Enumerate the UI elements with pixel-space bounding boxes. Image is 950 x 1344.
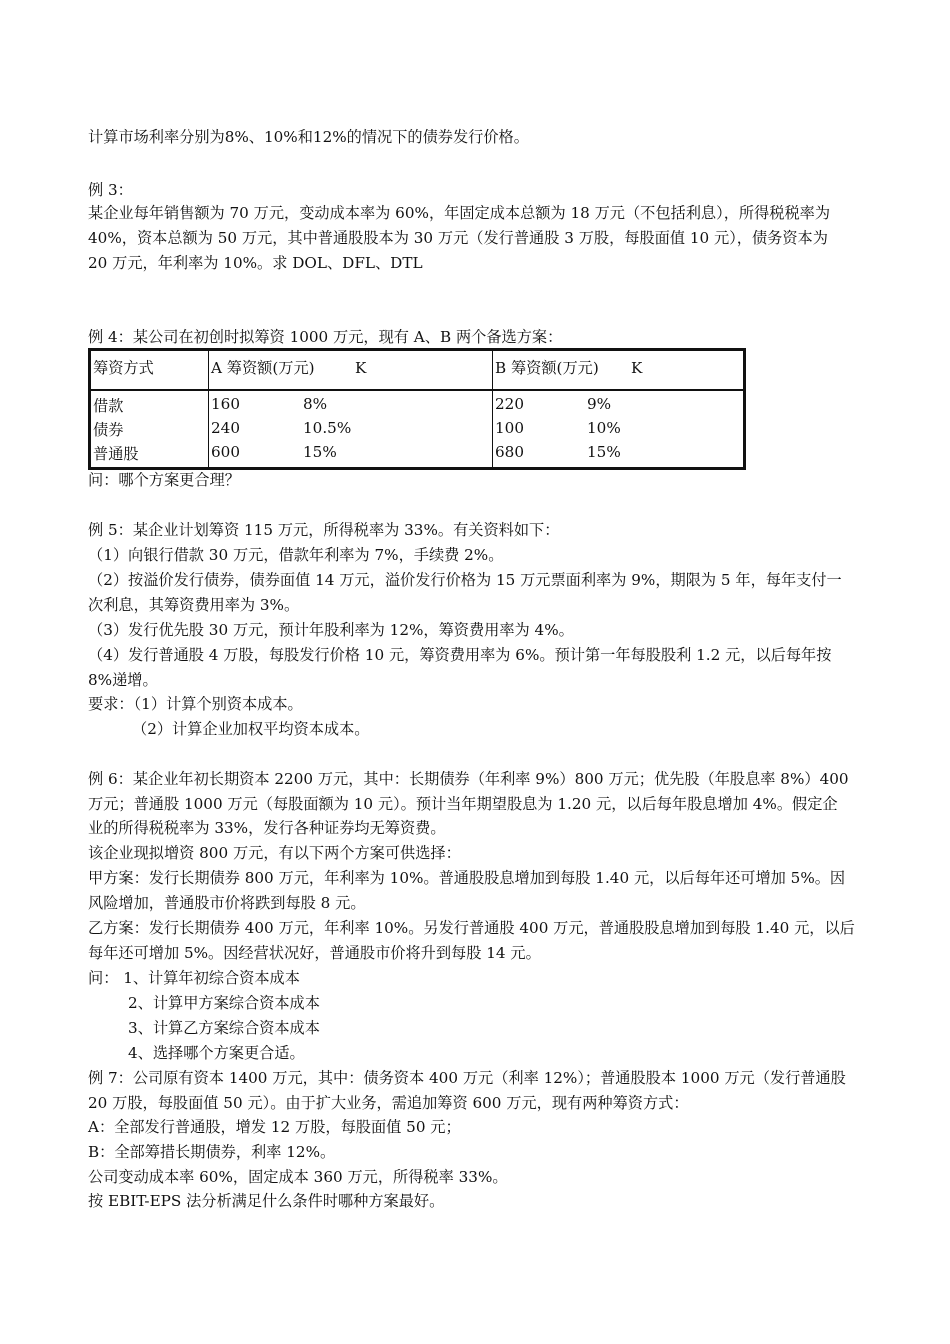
question-item: 2、计算甲方案综合资本成本 (128, 994, 320, 1012)
text-line: 计算市场利率分别为8%、10%和12%的情况下的债券发行价格。 (88, 128, 529, 146)
example-heading: 例 3： (88, 181, 133, 199)
text-line: 次利息，其筹资费用率为 3%。 (88, 596, 300, 614)
cell-method: 借款 (90, 390, 209, 419)
cell-b-k: 9% (587, 395, 612, 413)
text-line: 业的所得税税率为 33%，发行各种证券均无筹资费。 (88, 819, 446, 837)
cell-a-amount: 160 (211, 395, 240, 413)
cell-b-amount: 100 (495, 419, 524, 437)
text-line: 甲方案：发行长期债券 800 万元，年利率为 10%。普通股股息增加到每股 1.40 元，以后每年还可增加 5%。因 (88, 869, 846, 887)
text-line: 每年还可增加 5%。因经营状况好，普通股市价将升到每股 14 元。 (88, 944, 541, 962)
cell-a-k: 10.5% (303, 419, 352, 437)
text-line: （3）发行优先股 30 万元，预计年股利率为 12%，筹资费用率为 4%。 (88, 621, 574, 639)
header-a-k: K (355, 359, 367, 377)
text-line: （2）按溢价发行债券，债券面值 14 万元，溢价发行价格为 15 万元票面利率为 9%，期限为 5 年，每年支付一 (88, 571, 842, 589)
table-header-row (90, 350, 745, 391)
header-b-k: K (631, 359, 643, 377)
cell-method: 债券 (90, 419, 209, 443)
cell-a-amount: 240 (211, 419, 240, 437)
text-line: B：全部筹措长期债券，利率 12%。 (88, 1143, 336, 1161)
example-heading: 例 5：某企业计划筹资 115 万元，所得税率为 33%。有关资料如下： (88, 521, 560, 539)
text-line: 该企业现拟增资 800 万元，有以下两个方案可供选择： (88, 844, 461, 862)
cell-b (493, 419, 745, 443)
cell-b-amount: 680 (495, 443, 524, 461)
text-line: 某企业每年销售额为 70 万元，变动成本率为 60%，年固定成本总额为 18 万元（不包括利息），所得税税率为 (88, 204, 831, 222)
cell-a-k: 15% (303, 443, 337, 461)
cell-b-k: 10% (587, 419, 621, 437)
cell-a-amount: 600 (211, 443, 240, 461)
text-line: 万元；普通股 1000 万元（每股面额为 10 元）。预计当年期望股息为 1.20 元，以后每年股息增加 4%。假定企 (88, 795, 838, 813)
question-line: 问：哪个方案更合理？ (88, 471, 240, 489)
text-line: 乙方案：发行长期债券 400 万元，年利率 10%。另发行普通股 400 万元，普通股股息增加到每股 1.40 元，以后 (88, 919, 855, 937)
financing-table (88, 348, 746, 470)
header-b-amount: B 筹资额(万元) (495, 359, 599, 377)
header-a (209, 350, 493, 391)
example-heading: 例 7：公司原有资本 1400 万元，其中：债务资本 400 万元（利率 12%）；普通股股本 1000 万元（发行普通股 (88, 1069, 846, 1087)
header-method: 筹资方式 (90, 350, 209, 391)
cell-b-k: 15% (587, 443, 621, 461)
header-a-amount: A 筹资额(万元) (211, 359, 315, 377)
example-heading: 例 4：某公司在初创时拟筹资 1000 万元，现有 A、B 两个备选方案： (88, 328, 563, 346)
cell-method: 普通股 (90, 443, 209, 469)
text-line: A：全部发行普通股，增发 12 万股，每股面值 50 元； (88, 1118, 461, 1136)
question-item: 4、选择哪个方案更合适。 (128, 1044, 305, 1062)
header-b (493, 350, 745, 391)
text-line: 20 万元，年利率为 10%。求 DOL、DFL、DTL (88, 254, 423, 272)
text-line: 40%，资本总额为 50 万元，其中普通股股本为 30 万元（发行普通股 3 万股，每股面值 10 元），债务资本为 (88, 229, 828, 247)
cell-b (493, 390, 745, 419)
cell-a (209, 390, 493, 419)
cell-a (209, 443, 493, 469)
table-row (90, 390, 745, 419)
cell-b-amount: 220 (495, 395, 524, 413)
cell-a (209, 419, 493, 443)
requirement-line: （2）计算企业加权平均资本成本。 (132, 720, 370, 738)
table-row (90, 419, 745, 443)
text-line: 按 EBIT-EPS 法分析满足什么条件时哪种方案最好。 (88, 1192, 445, 1210)
question-line: 问： 1、计算年初综合资本成本 (88, 969, 300, 987)
example-heading: 例 6：某企业年初长期资本 2200 万元，其中：长期债券（年利率 9%）800 万元；优先股（年股息率 8%）400 (88, 770, 849, 788)
table-row (90, 443, 745, 469)
question-item: 3、计算乙方案综合资本成本 (128, 1019, 320, 1037)
text-line: 风险增加，普通股市价将跌到每股 8 元。 (88, 894, 366, 912)
text-line: （4）发行普通股 4 万股，每股发行价格 10 元，筹资费用率为 6%。预计第一年每股股利 1.2 元，以后每年按 (88, 646, 832, 664)
text-line: （1）向银行借款 30 万元，借款年利率为 7%，手续费 2%。 (88, 546, 504, 564)
text-line: 20 万股，每股面值 50 元）。由于扩大业务，需追加筹资 600 万元，现有两种筹资方式： (88, 1094, 689, 1112)
requirement-line: 要求：（1）计算个别资本成本。 (88, 695, 303, 713)
cell-b (493, 443, 745, 469)
text-line: 8%递增。 (88, 671, 158, 689)
cell-a-k: 8% (303, 395, 328, 413)
text-line: 公司变动成本率 60%，固定成本 360 万元，所得税率 33%。 (88, 1168, 508, 1186)
